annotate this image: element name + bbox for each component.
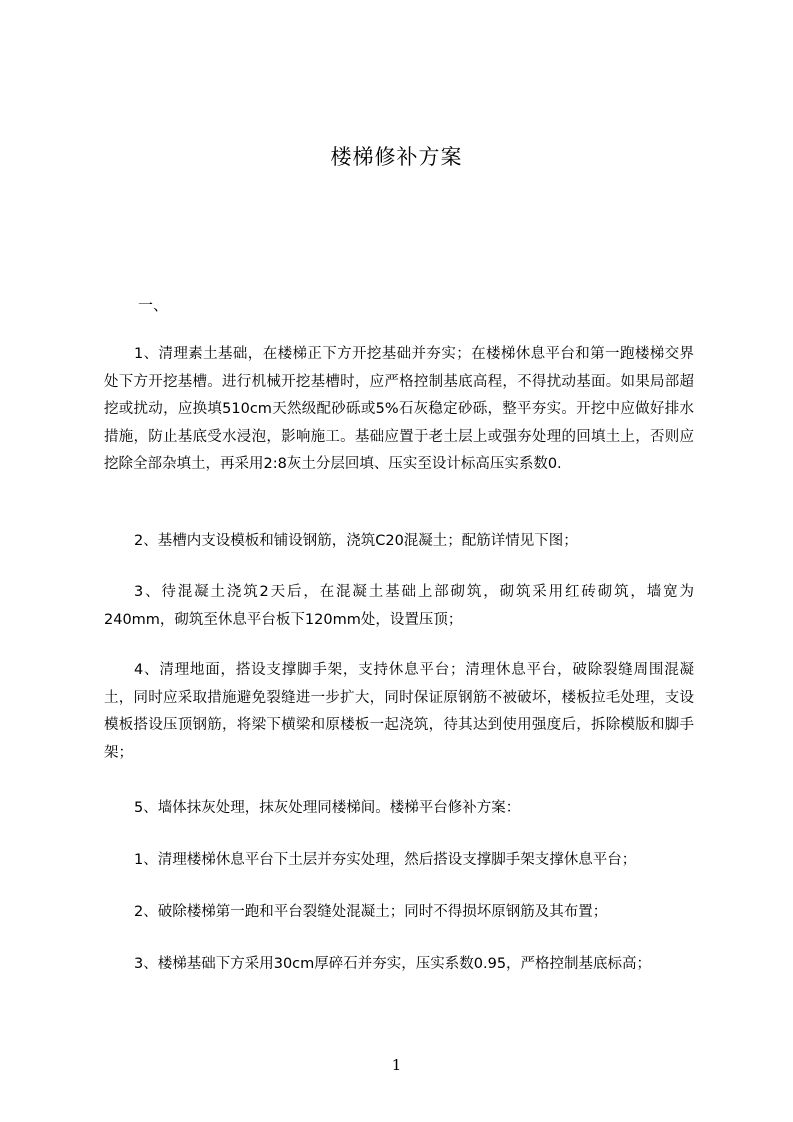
paragraph-8-text: 3、楼梯基础下方采用30cm厚碎石并夯实，压实系数0.95，严格控制基底标高； [134,956,652,972]
paragraph-1 [104,341,694,479]
paragraph-3 [104,579,694,634]
paragraph-2-text: 2、基槽内支设模板和铺设钢筋，浇筑C20混凝土；配筋详情见下图； [134,533,578,549]
paragraph-4-text: 4、清理地面，搭设支撑脚手架，支持休息平台；清理休息平台，破除裂缝周围混凝土，同时应采取措施避免裂缝进一步扩大，同时保证原钢筋不被破坏，楼板拉毛处理，支设模板搭设压顶钢筋，将梁下横梁和原楼板一起浇筑，待其达到使用强度后，拆除模版和脚手架； [104,662,694,761]
paragraph-5-text: 5、墙体抹灰处理，抹灰处理同楼梯间。楼梯平台修补方案： [134,800,521,816]
paragraph-5 [104,795,694,823]
paragraph-1-text: 1、清理素土基础，在楼梯正下方开挖基础并夯实；在楼梯休息平台和第一跑楼梯交界处下方开挖基槽。进行机械开挖基槽时，应严格控制基底高程，不得扰动基面。如果局部超挖或扰动，应换填510cm天然级配砂砾或5%石灰稳定砂砾，整平夯实。开挖中应做好排水措施，防止基底受水浸泡，影响施工。基础应置于老土层上或强夯处理的回填土上，否则应挖除全部杂填土，再采用2:8灰土分层回填、压实至设计标高压实系数0. [104,346,694,472]
page-number: 1 [391,1056,402,1074]
paragraph-6 [104,847,694,875]
paragraph-2 [104,528,694,556]
paragraph-6-text: 1、清理楼梯休息平台下土层并夯实处理，然后搭设支撑脚手架支撑休息平台； [134,852,637,868]
paragraph-3-text: 3、待混凝土浇筑2天后，在混凝土基础上部砌筑，砌筑采用红砖砌筑，墙宽为240mm，砌筑至休息平台板下120mm处，设置压顶； [104,584,694,628]
paragraph-4 [104,657,694,767]
paragraph-7-text: 2、破除楼梯第一跑和平台裂缝处混凝土；同时不得损坏原钢筋及其布置； [134,904,608,920]
paragraph-8 [104,951,694,979]
document-title: 楼梯修补方案 [330,145,463,169]
section-heading: 一、 [138,296,169,314]
paragraph-7 [104,899,694,927]
